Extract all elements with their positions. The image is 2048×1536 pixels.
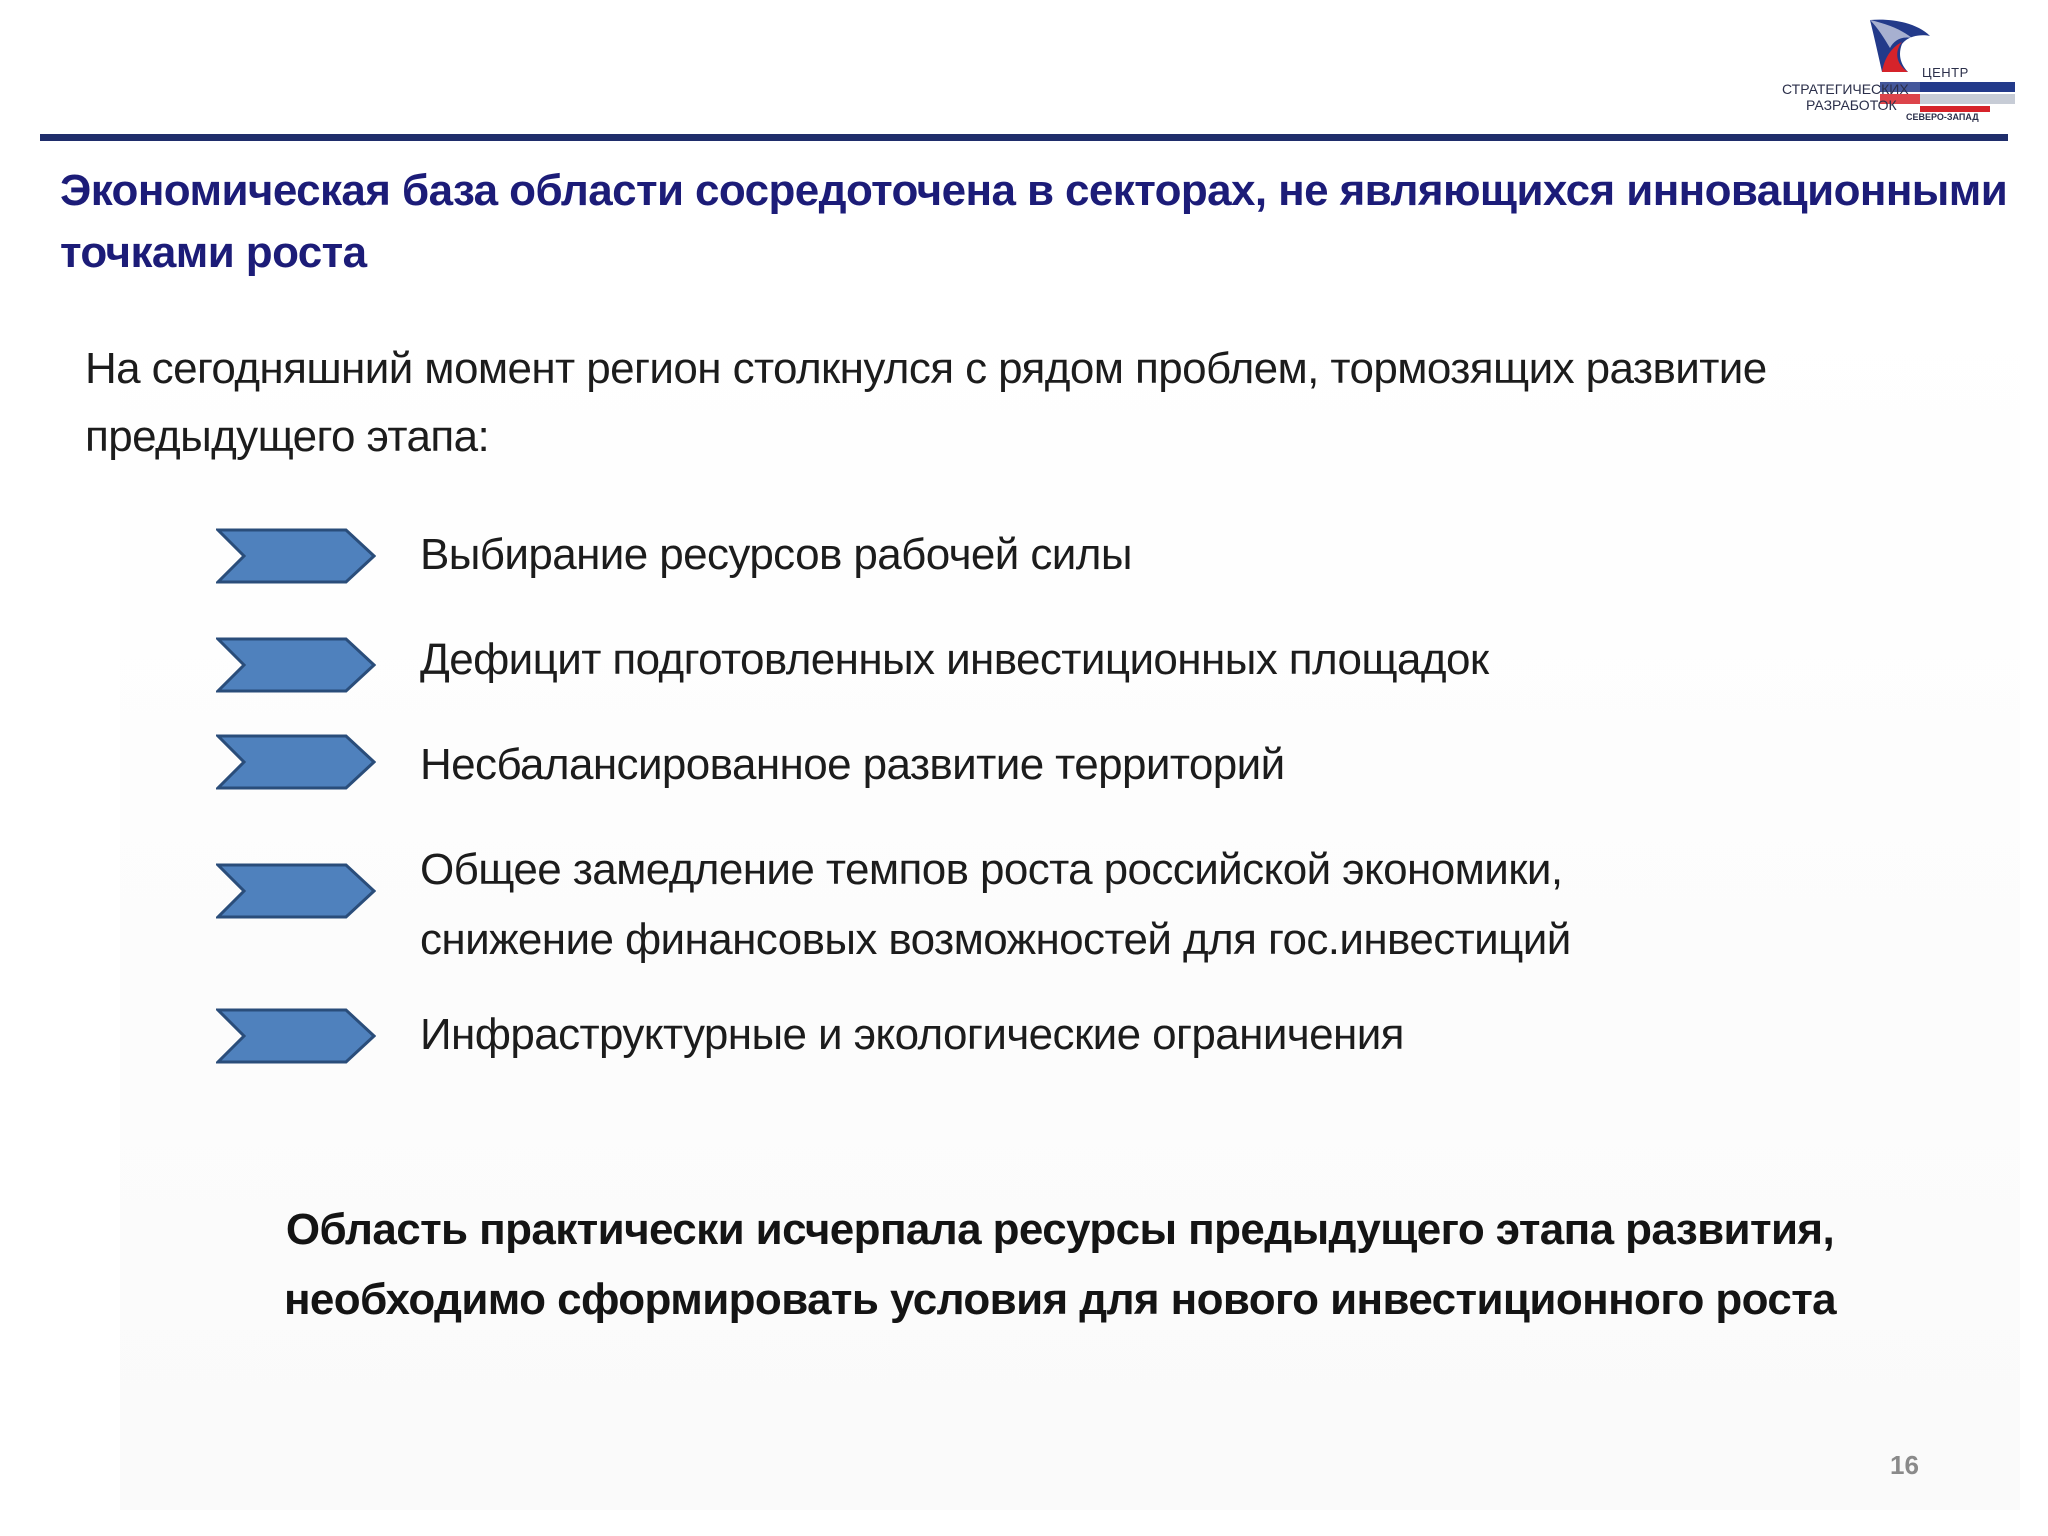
problem-text: Дефицит подготовленных инвестиционных площадок [420, 635, 1489, 684]
chevron-arrow-icon [216, 1008, 376, 1064]
conclusion-statement: Область практически исчерпала ресурсы предыдущего этапа развития, необходимо сформировать условия для нового инвестиционного роста [283, 1205, 1837, 1324]
problem-text: Несбалансированное развитие территорий [420, 740, 1285, 789]
company-logo [1770, 14, 2020, 126]
chevron-arrow-icon [216, 734, 376, 790]
slide-title: Экономическая база области сосредоточена в секторах, не являющихся инновационными точками роста [60, 166, 2008, 277]
header-divider [40, 134, 2008, 141]
problem-text: Инфраструктурные и экологические ограничения [420, 1010, 1404, 1059]
page-number: 16 [1890, 1450, 1919, 1480]
logo-text-strategic: СТРАТЕГИЧЕСКИХ [1782, 81, 1909, 97]
problem-text: Выбирание ресурсов рабочей силы [420, 530, 1132, 579]
intro-paragraph: На сегодняшний момент регион столкнулся с рядом проблем, тормозящих развитие предыдущего этапа: [85, 344, 1767, 461]
chevron-arrow-icon [216, 528, 376, 584]
logo-text-center: ЦЕНТР [1922, 65, 1969, 80]
logo-text-developments: РАЗРАБОТОК [1806, 97, 1897, 113]
chevron-arrow-icon [216, 637, 376, 693]
logo-text-northwest: СЕВЕРО-ЗАПАД [1906, 112, 1979, 122]
chevron-arrow-icon [216, 863, 376, 919]
problem-text: Общее замедление темпов роста российской экономики, снижение финансовых возможностей для гос.инвестиций [420, 845, 1571, 964]
